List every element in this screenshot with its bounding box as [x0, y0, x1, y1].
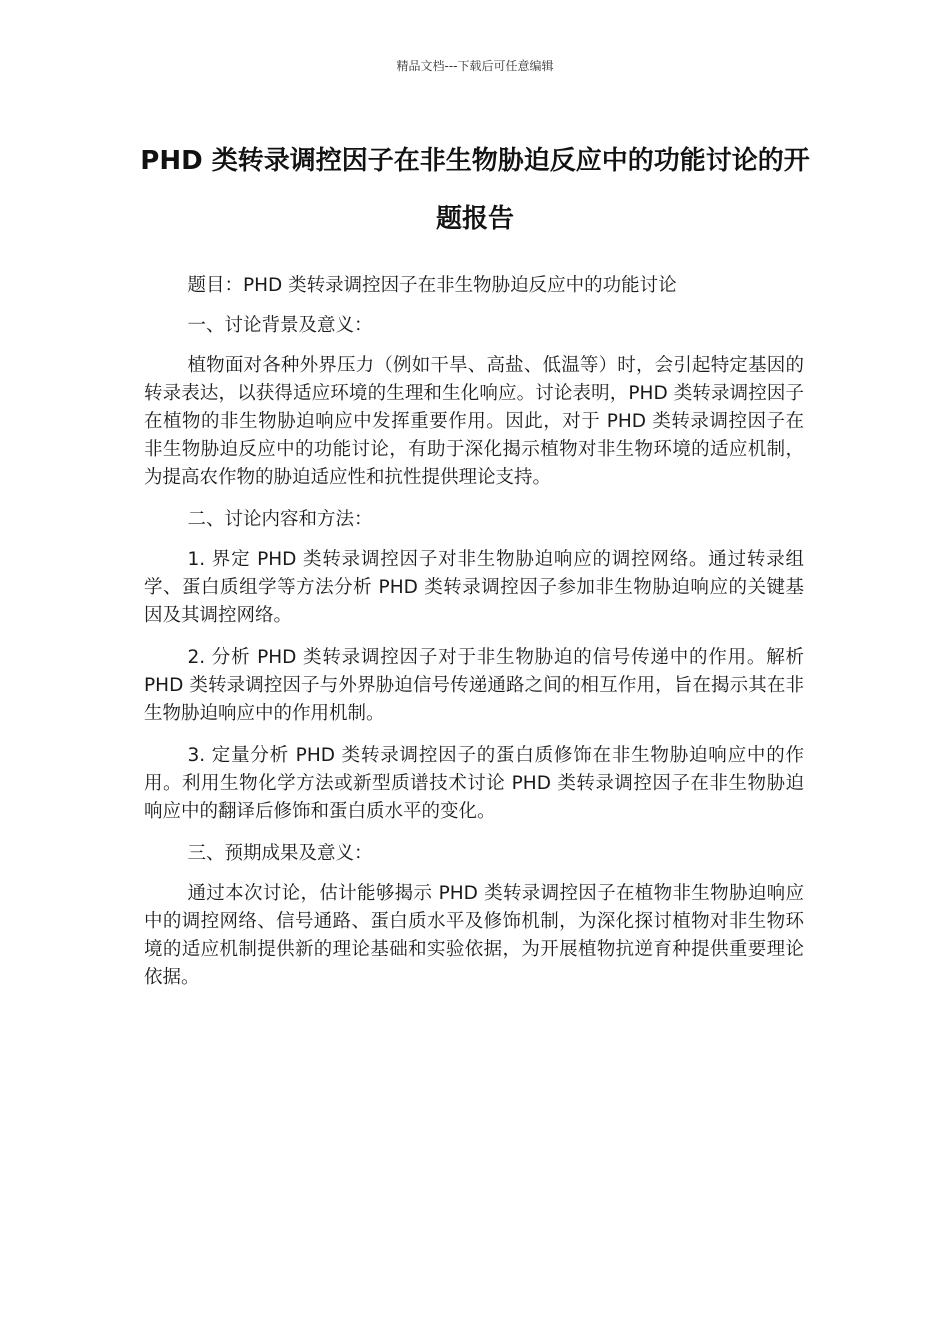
section-2-item-1: 1. 界定 PHD 类转录调控因子对非生物胁迫响应的调控网络。通过转录组学、蛋白质组学等方法分析 PHD 类转录调控因子参加非生物胁迫响应的关键基因及其调控网络。 [144, 549, 804, 626]
section-2-heading: 二、讨论内容和方法： [187, 509, 373, 530]
section-1-paragraph: 植物面对各种外界压力（例如干旱、高盐、低温等）时，会引起特定基因的转录表达，以获得适应环境的生理和生化响应。讨论表明，PHD 类转录调控因子在植物的非生物胁迫响应中发挥重要作用。因此，对于 PHD 类转录调控因子在非生物胁迫反应中的功能讨论，有助于深化揭示植物对非生物环境的适应机制，为提高农作物的胁迫适应性和抗性提供理论支持。 [144, 355, 804, 488]
page-header: 精品文档---下载后可任意编辑 [396, 59, 554, 73]
section-2-item-2: 2. 分析 PHD 类转录调控因子对于非生物胁迫的信号传递中的作用。解析 PHD 类转录调控因子与外界胁迫信号传递通路之间的相互作用，旨在揭示其在非生物胁迫响应中的作用机制。 [144, 647, 804, 724]
section-1-heading: 一、讨论背景及意义： [187, 315, 373, 336]
section-3-paragraph: 通过本次讨论，估计能够揭示 PHD 类转录调控因子在植物非生物胁迫响应中的调控网络、信号通路、蛋白质水平及修饰机制，为深化探讨植物对非生物环境的适应机制提供新的理论基础和实验依据，为开展植物抗逆育种提供重要理论依据。 [144, 883, 804, 988]
topic-line: 题目：PHD 类转录调控因子在非生物胁迫反应中的功能讨论 [187, 275, 677, 296]
document-body [144, 272, 804, 1006]
section-3-heading: 三、预期成果及意义： [187, 843, 373, 864]
document-title: PHD 类转录调控因子在非生物胁迫反应中的功能讨论的开题报告 [140, 146, 810, 234]
section-2-item-3: 3. 定量分析 PHD 类转录调控因子的蛋白质修饰在非生物胁迫响应中的作用。利用生物化学方法或新型质谱技术讨论 PHD 类转录调控因子在非生物胁迫响应中的翻译后修饰和蛋白质水平的变化。 [144, 745, 804, 822]
